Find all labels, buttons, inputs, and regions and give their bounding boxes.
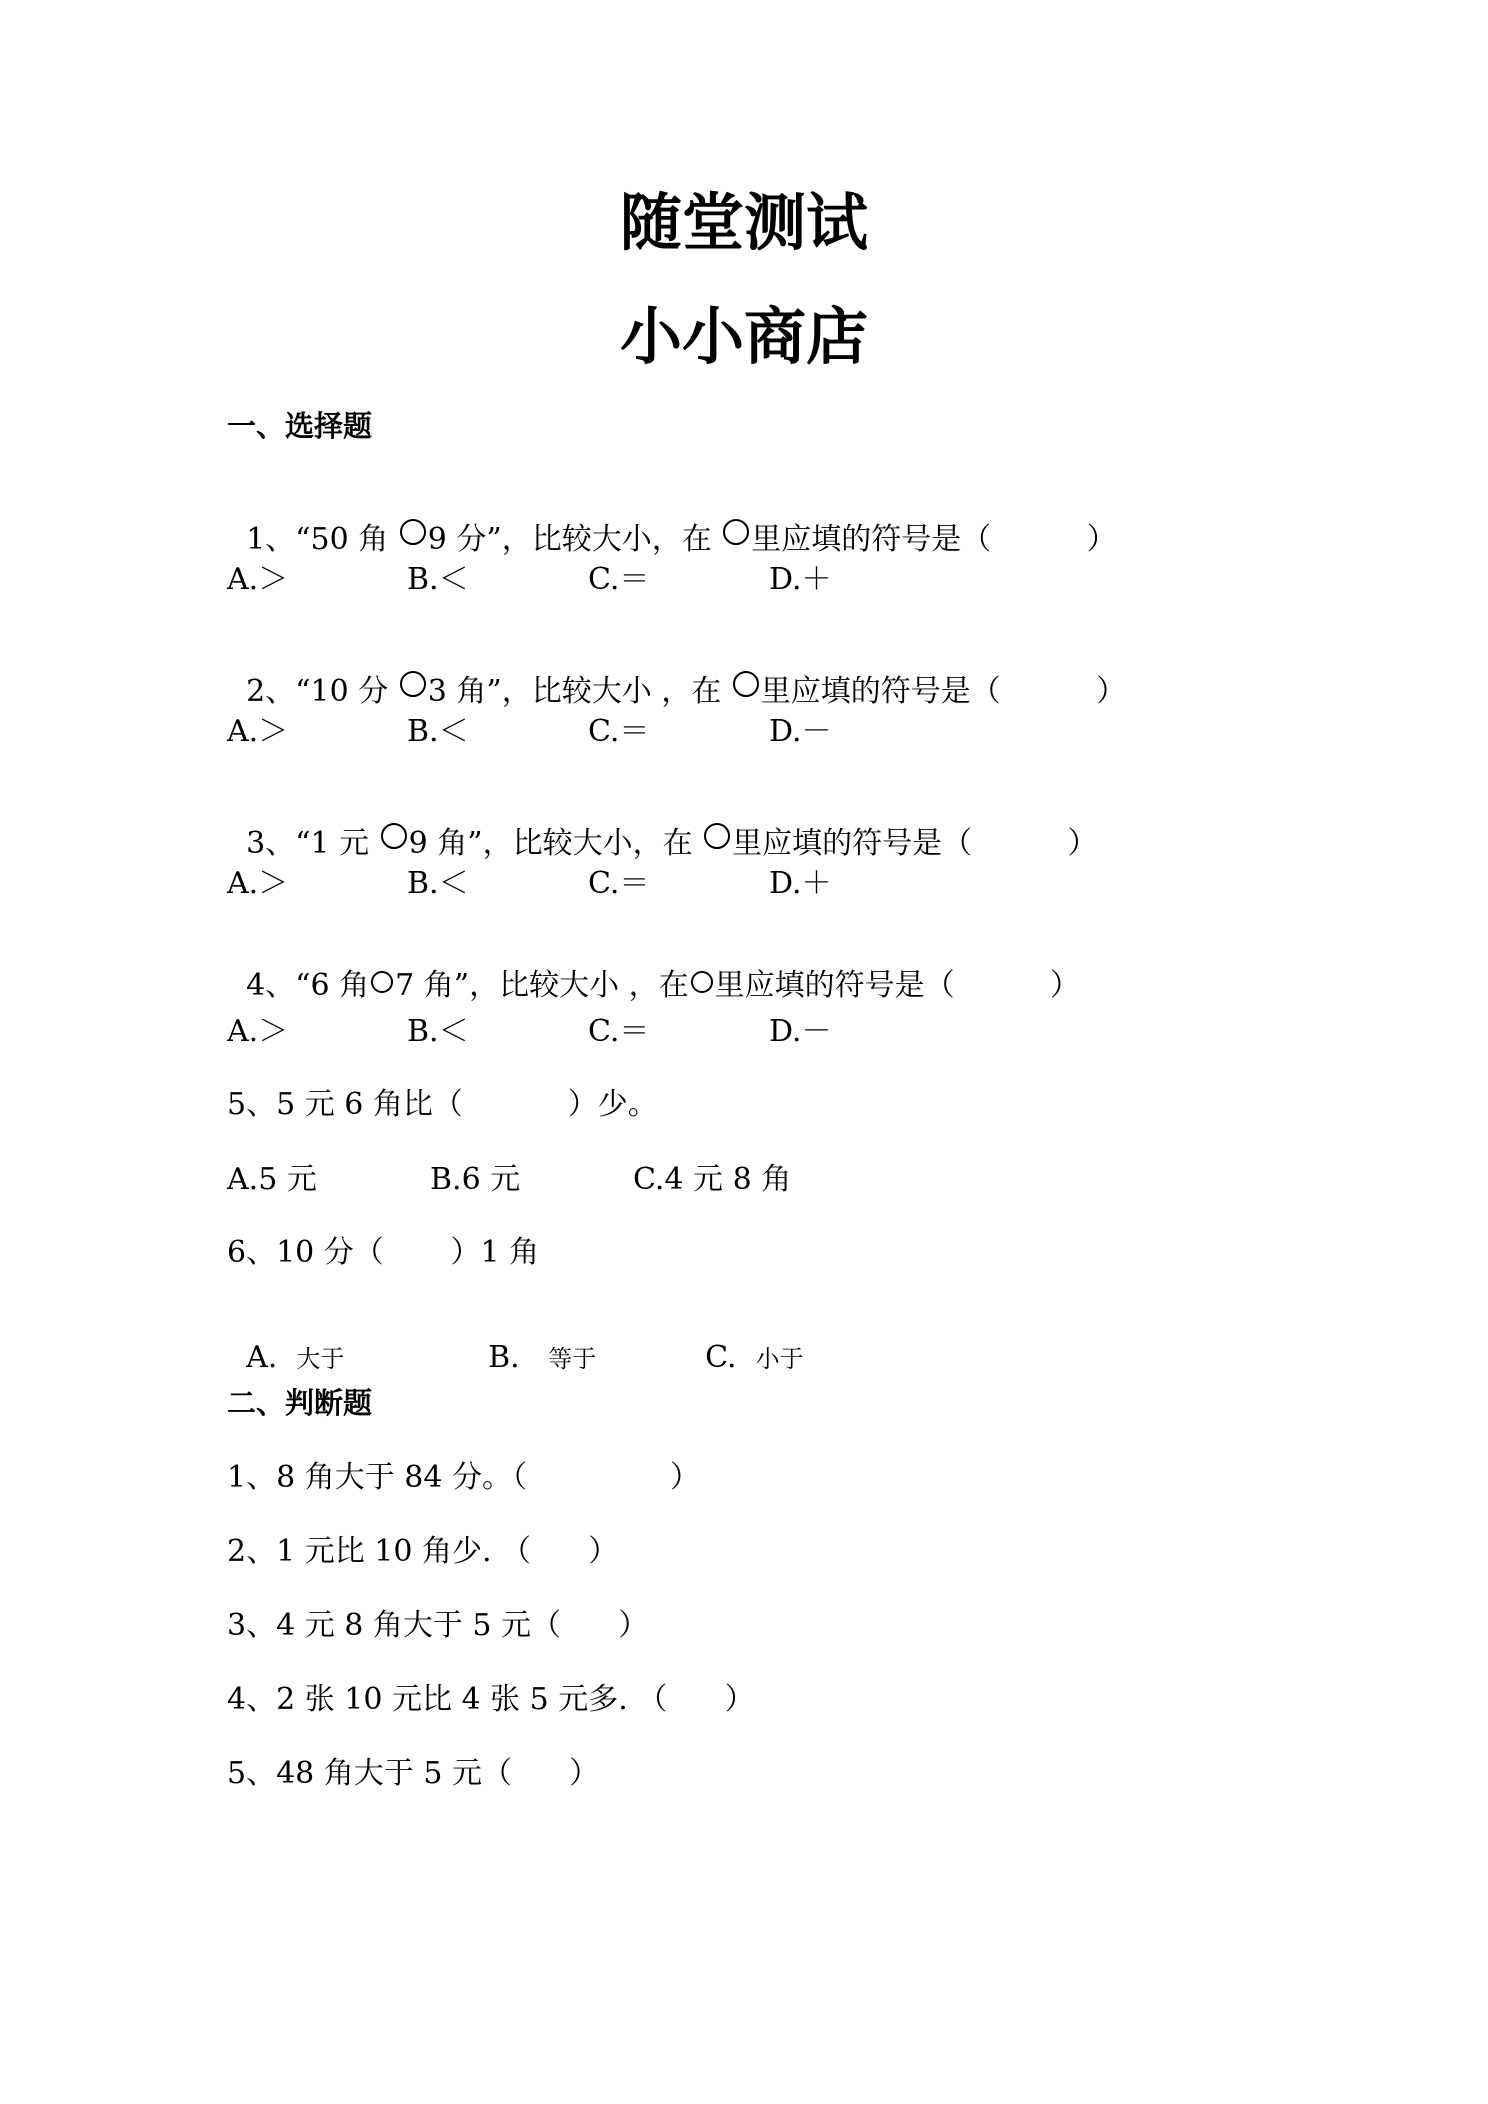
circle-blank-icon xyxy=(691,971,713,993)
circle-blank-icon xyxy=(381,823,407,849)
question-2 xyxy=(227,641,1126,707)
option-letter: B. xyxy=(488,1340,520,1375)
judgment-item-5: 5、48 角大于 5 元（ ） xyxy=(227,1756,600,1791)
question-3-text-a: 3、“1 元 xyxy=(246,826,379,861)
option-letter: A. xyxy=(246,1340,278,1375)
section-heading-choice: 一、选择题 xyxy=(227,409,373,443)
judgment-item-3: 3、4 元 8 角大于 5 元（ ） xyxy=(227,1608,649,1643)
question-6: 6、10 分（ ）1 角 xyxy=(227,1235,540,1270)
judgment-item-2: 2、1 元比 10 角少. （ ） xyxy=(227,1534,619,1569)
option-a xyxy=(227,1313,344,1373)
option-c: C.＝ xyxy=(588,866,650,901)
question-2-text-c: 里应填的符号是（ ） xyxy=(760,674,1127,709)
option-b xyxy=(469,1313,596,1373)
option-d: D.－ xyxy=(769,1014,832,1049)
option-letter: C. xyxy=(705,1340,737,1375)
option-b: B.6 元 xyxy=(430,1162,521,1197)
option-b: B.＜ xyxy=(407,562,469,597)
question-2-text-b: 3 角”，比较大小 ，在 xyxy=(427,674,731,709)
question-1-text-a: 1、“50 角 xyxy=(246,522,398,557)
page-subtitle: 小小商店 xyxy=(619,300,868,373)
question-1-text-c: 里应填的符号是（ ） xyxy=(751,522,1117,557)
question-3 xyxy=(227,793,1098,859)
question-4-text-b: 7 角”，比较大小 ，在 xyxy=(395,968,689,1003)
option-c: C.＝ xyxy=(588,714,650,749)
circle-blank-icon xyxy=(704,823,730,849)
judgment-item-1: 1、8 角大于 84 分。（ ） xyxy=(227,1460,700,1495)
option-d: D.＋ xyxy=(769,562,832,597)
question-3-text-c: 里应填的符号是（ ） xyxy=(732,826,1098,861)
option-d: D.＋ xyxy=(769,866,832,901)
option-a: A.＞ xyxy=(227,1014,289,1049)
option-c: C.＝ xyxy=(588,562,650,597)
section-heading-judgment: 二、判断题 xyxy=(227,1386,373,1420)
option-text: 大于 xyxy=(296,1345,345,1373)
option-b: B.＜ xyxy=(407,714,469,749)
option-text: 等于 xyxy=(548,1345,597,1373)
option-a: A.＞ xyxy=(227,714,289,749)
circle-blank-icon xyxy=(400,671,426,697)
circle-blank-icon xyxy=(371,971,393,993)
option-c: C.＝ xyxy=(588,1014,650,1049)
option-text: 小于 xyxy=(755,1345,804,1373)
option-d: D.－ xyxy=(769,714,832,749)
circle-blank-icon xyxy=(733,671,759,697)
option-a: A.5 元 xyxy=(227,1162,317,1197)
option-b: B.＜ xyxy=(407,866,469,901)
option-c xyxy=(686,1313,804,1373)
circle-blank-icon xyxy=(723,519,749,545)
question-5: 5、5 元 6 角比（ ）少。 xyxy=(227,1087,658,1122)
question-4-text-a: 4、“6 角 xyxy=(246,968,370,1003)
page-title: 随堂测试 xyxy=(619,186,868,259)
judgment-item-4: 4、2 张 10 元比 4 张 5 元多. （ ） xyxy=(227,1682,755,1717)
question-1-text-b: 9 分”，比较大小，在 xyxy=(427,522,722,557)
option-a: A.＞ xyxy=(227,866,289,901)
question-2-text-a: 2、“10 分 xyxy=(246,674,398,709)
option-c: C.4 元 8 角 xyxy=(633,1162,792,1197)
question-4-text-c: 里应填的符号是（ ） xyxy=(714,968,1080,1003)
question-1 xyxy=(227,489,1117,555)
circle-blank-icon xyxy=(400,519,426,545)
option-b: B.＜ xyxy=(407,1014,469,1049)
question-4 xyxy=(227,941,1080,1001)
question-3-text-b: 9 角”，比较大小，在 xyxy=(408,826,703,861)
option-a: A.＞ xyxy=(227,562,289,597)
